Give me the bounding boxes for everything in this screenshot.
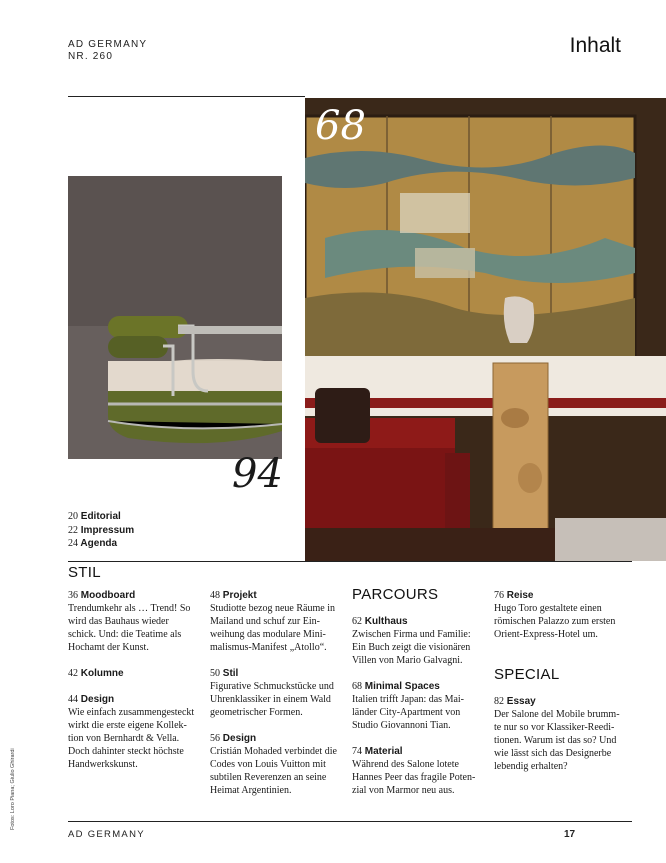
toc-entry[interactable]: 56 Design Cristián Mohaded verbindet die Codes von Louis Vuitton mit subtilen Reverenzen an seine Heimat Argentinien. xyxy=(210,733,337,796)
photo-credit: Fotos: Loro Piana; Giulio Ghirardi xyxy=(10,748,16,830)
magazine-name: AD GERMANY xyxy=(68,39,148,50)
toc-column-1 xyxy=(68,589,196,784)
toc-entry[interactable]: 76 Reise Hugo Toro gestaltete einen römischen Palazzo zum ersten Orient-Express-Hotel um. xyxy=(494,590,616,640)
section-heading-stil: STIL xyxy=(68,564,101,581)
interior-photo xyxy=(305,98,666,561)
toc-top-list xyxy=(68,510,134,551)
photo-page-number-small: 94 xyxy=(232,451,283,497)
page-title: Inhalt xyxy=(569,34,621,57)
magazine-header xyxy=(68,39,147,63)
list-item[interactable]: 22 Impressum xyxy=(68,524,135,536)
toc-column-4a xyxy=(494,589,622,654)
toc-entry[interactable]: 48 Projekt Studiotte bezog neue Räume in Mailand und schuf zur Einweihung das modulare Minimalismus-Manifest „Atollo“. xyxy=(210,590,335,653)
interior-illustration xyxy=(305,98,666,561)
toc-entry[interactable]: 82 Essay Der Salone del Mobile brummte nur so vor Klassiker-Reeditionen. Warum ist das so? Und wie lässt sich das Designerbe lebendig erhalten? xyxy=(494,696,620,772)
list-item[interactable]: 24 Agenda xyxy=(68,538,118,549)
toc-entry[interactable]: 74 Material Während des Salone lotete Hannes Peer das fragile Potenzial von Marmor neu aus. xyxy=(352,746,476,796)
toc-entry[interactable]: 36 Moodboard Trendumkehr als … Trend! So wird das Bauhaus wieder schick. Und: die Teatime als Hochamt der Kunst. xyxy=(68,590,191,653)
section-rule xyxy=(68,561,632,562)
toc-column-2 xyxy=(210,589,338,810)
header-rule xyxy=(68,96,305,97)
chair-illustration xyxy=(68,176,282,459)
photo-page-number-large: 68 xyxy=(315,103,366,149)
toc-entry[interactable]: 44 Design Wie einfach zusammengesteckt wirkt die erste eigene Kollektion von Bernhardt & Vella. Doch dahinter steckt höchste Handwerkskunst. xyxy=(68,694,195,770)
footer-rule xyxy=(68,821,632,822)
toc-column-4b xyxy=(494,695,622,786)
list-item[interactable]: 20 Editorial xyxy=(68,511,121,522)
toc-entry[interactable]: 68 Minimal Spaces Italien trifft Japan: das Mailänder City-Apartment von Studio Giovannoni Tian. xyxy=(352,681,465,731)
toc-entry[interactable]: 62 Kulthaus Zwischen Firma und Familie: Ein Buch zeigt die visionären Villen von Mario Galvagni. xyxy=(352,616,471,666)
issue-number: NR. 260 xyxy=(68,51,114,62)
toc-column-3 xyxy=(352,615,480,810)
toc-entry[interactable]: 42 Kolumne xyxy=(68,668,124,679)
section-heading-special: SPECIAL xyxy=(494,666,560,683)
chair-photo xyxy=(68,176,282,459)
toc-entry[interactable]: 50 Stil Figurative Schmuckstücke und Uhrenklassiker in einem Wald geometrischer Formen. xyxy=(210,668,334,718)
footer-magazine-name: AD GERMANY xyxy=(68,829,145,840)
footer-page-number: 17 xyxy=(564,829,576,840)
section-heading-parcours: PARCOURS xyxy=(352,586,439,603)
